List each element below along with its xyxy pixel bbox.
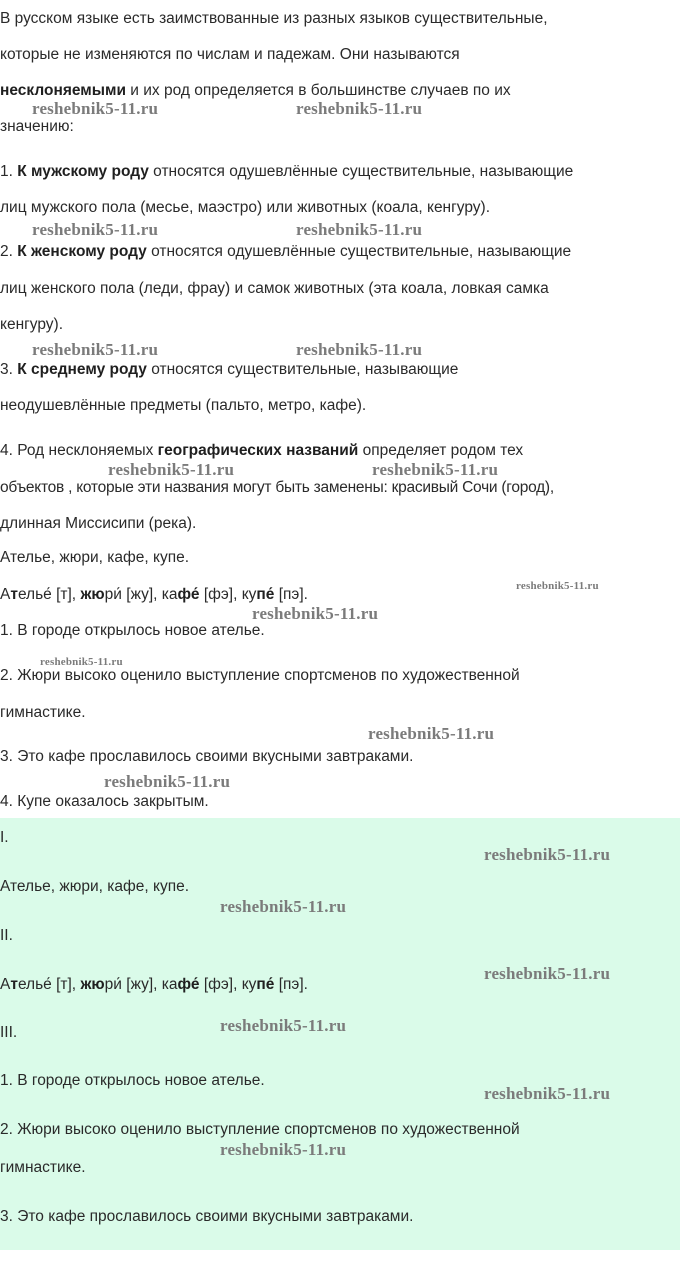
stress-mark: жю [80,586,105,603]
watermark: reshebnik5-11.ru [296,340,423,359]
watermark: reshebnik5-11.ru [252,604,379,623]
stress-part: е́ [т], [43,586,81,603]
stress-part: ри́ [жу], ка [104,976,178,993]
stress-part: е́ [т], [43,976,81,993]
rule-4-rest: определяет родом тех [358,442,524,459]
watermark: reshebnik5-11.ru [32,340,159,359]
watermark: reshebnik5-11.ru [32,220,159,239]
stress-part: ри́ [жу], ка [104,586,178,603]
stress-part: [фэ], ку [199,976,257,993]
rule-3-term: К среднему роду [17,361,147,378]
stress-mark: жю [80,976,105,993]
stress-part: А [0,586,11,603]
stress-part: [пэ]. [274,976,308,993]
rule-3-line-2: неодушевлённые предметы (пальто, метро, кафе). [0,397,367,414]
answer-sentence-2b: гимнастике. [0,1159,86,1176]
rule-1-term: К мужскому роду [17,163,149,180]
answer-sentence-2a: 2. Жюри высоко оценило выступление спортсменов по художественной [0,1121,520,1138]
term-indeclinable: несклоняемыми [0,82,126,99]
watermark: reshebnik5-11.ru [372,460,499,479]
watermark: reshebnik5-11.ru [32,99,159,118]
rule-2-number: 2. [0,243,18,260]
answer-heading-3: III. [0,1024,18,1041]
rule-2-rest: относятся одушевлённые существительные, называющие [146,243,572,260]
rule-1-rest: относятся одушевлённые существительные, называющие [148,163,574,180]
rule-3-line-1 [0,361,458,379]
rule-3-rest: относятся существительные, называющие [146,361,459,378]
intro-line-3-rest: и их род определяется в большинстве случаев по их [125,82,511,99]
rule-1-number: 1. [0,163,18,180]
exercise-sentence-1: 1. В городе открылось новое ателье. [0,622,265,639]
rule-2-line-1 [0,243,571,261]
rule-4-line-1 [0,442,523,460]
rule-2-term: К женскому роду [17,243,147,260]
stress-part: ель [17,976,44,993]
stress-mark: пе́ [256,976,275,993]
rule-2-line-3: кенгуру). [0,316,64,333]
intro-line-2: которые не изменяются по числам и падежам. Они называются [0,46,460,63]
watermark: reshebnik5-11.ru [516,580,599,592]
watermark: reshebnik5-11.ru [368,724,495,743]
stress-mark: фе́ [177,586,200,603]
answer-words: Ателье, жюри, кафе, купе. [0,878,190,895]
exercise-words: Ателье, жюри, кафе, купе. [0,549,190,566]
watermark: reshebnik5-11.ru [220,1140,347,1159]
stress-mark: т [10,586,18,603]
stress-mark: пе́ [256,586,275,603]
answer-stress-line [0,976,308,994]
watermark: reshebnik5-11.ru [484,845,611,864]
intro-line-4: значению: [0,118,74,135]
watermark: reshebnik5-11.ru [220,1016,347,1035]
answer-sentence-1: 1. В городе открылось новое ателье. [0,1072,265,1089]
stress-part: [фэ], ку [199,586,257,603]
rule-4-term: географических названий [157,442,359,459]
intro-line-3 [0,82,511,100]
exercise-stress-line [0,586,308,604]
exercise-sentence-2a: 2. Жюри высоко оценило выступление спортсменов по художественной [0,667,520,684]
intro-line-1: В русском языке есть заимствованные из разных языков существительные, [0,10,548,27]
stress-mark: фе́ [177,976,200,993]
rule-1-line-1 [0,163,573,181]
stress-mark: т [10,976,18,993]
exercise-sentence-3: 3. Это кафе прославилось своими вкусными завтраками. [0,748,414,765]
watermark: reshebnik5-11.ru [296,220,423,239]
stress-part: ель [17,586,44,603]
watermark: reshebnik5-11.ru [484,964,611,983]
rule-4-line-3: длинная Миссисипи (река). [0,515,197,532]
exercise-sentence-2b: гимнастике. [0,704,86,721]
rule-4-line-2: объектов , которые эти названия могут быть заменены: красивый Сочи (город), [0,479,554,496]
answer-heading-1: I. [0,829,9,846]
watermark: reshebnik5-11.ru [104,772,231,791]
rule-4-start: 4. Род несклоняемых [0,442,158,459]
rule-3-number: 3. [0,361,18,378]
exercise-sentence-4: 4. Купе оказалось закрытым. [0,793,209,810]
rule-2-line-2: лиц женского пола (леди, фрау) и самок животных (эта коала, ловкая самка [0,280,549,297]
watermark: reshebnik5-11.ru [296,99,423,118]
watermark: reshebnik5-11.ru [40,656,123,668]
stress-part: А [0,976,11,993]
watermark: reshebnik5-11.ru [108,460,235,479]
watermark: reshebnik5-11.ru [220,897,347,916]
stress-part: [пэ]. [274,586,308,603]
answer-sentence-3: 3. Это кафе прославилось своими вкусными завтраками. [0,1208,414,1225]
answer-heading-2: II. [0,927,13,944]
watermark: reshebnik5-11.ru [484,1084,611,1103]
rule-1-line-2: лиц мужского пола (месье, маэстро) или животных (коала, кенгуру). [0,199,491,216]
